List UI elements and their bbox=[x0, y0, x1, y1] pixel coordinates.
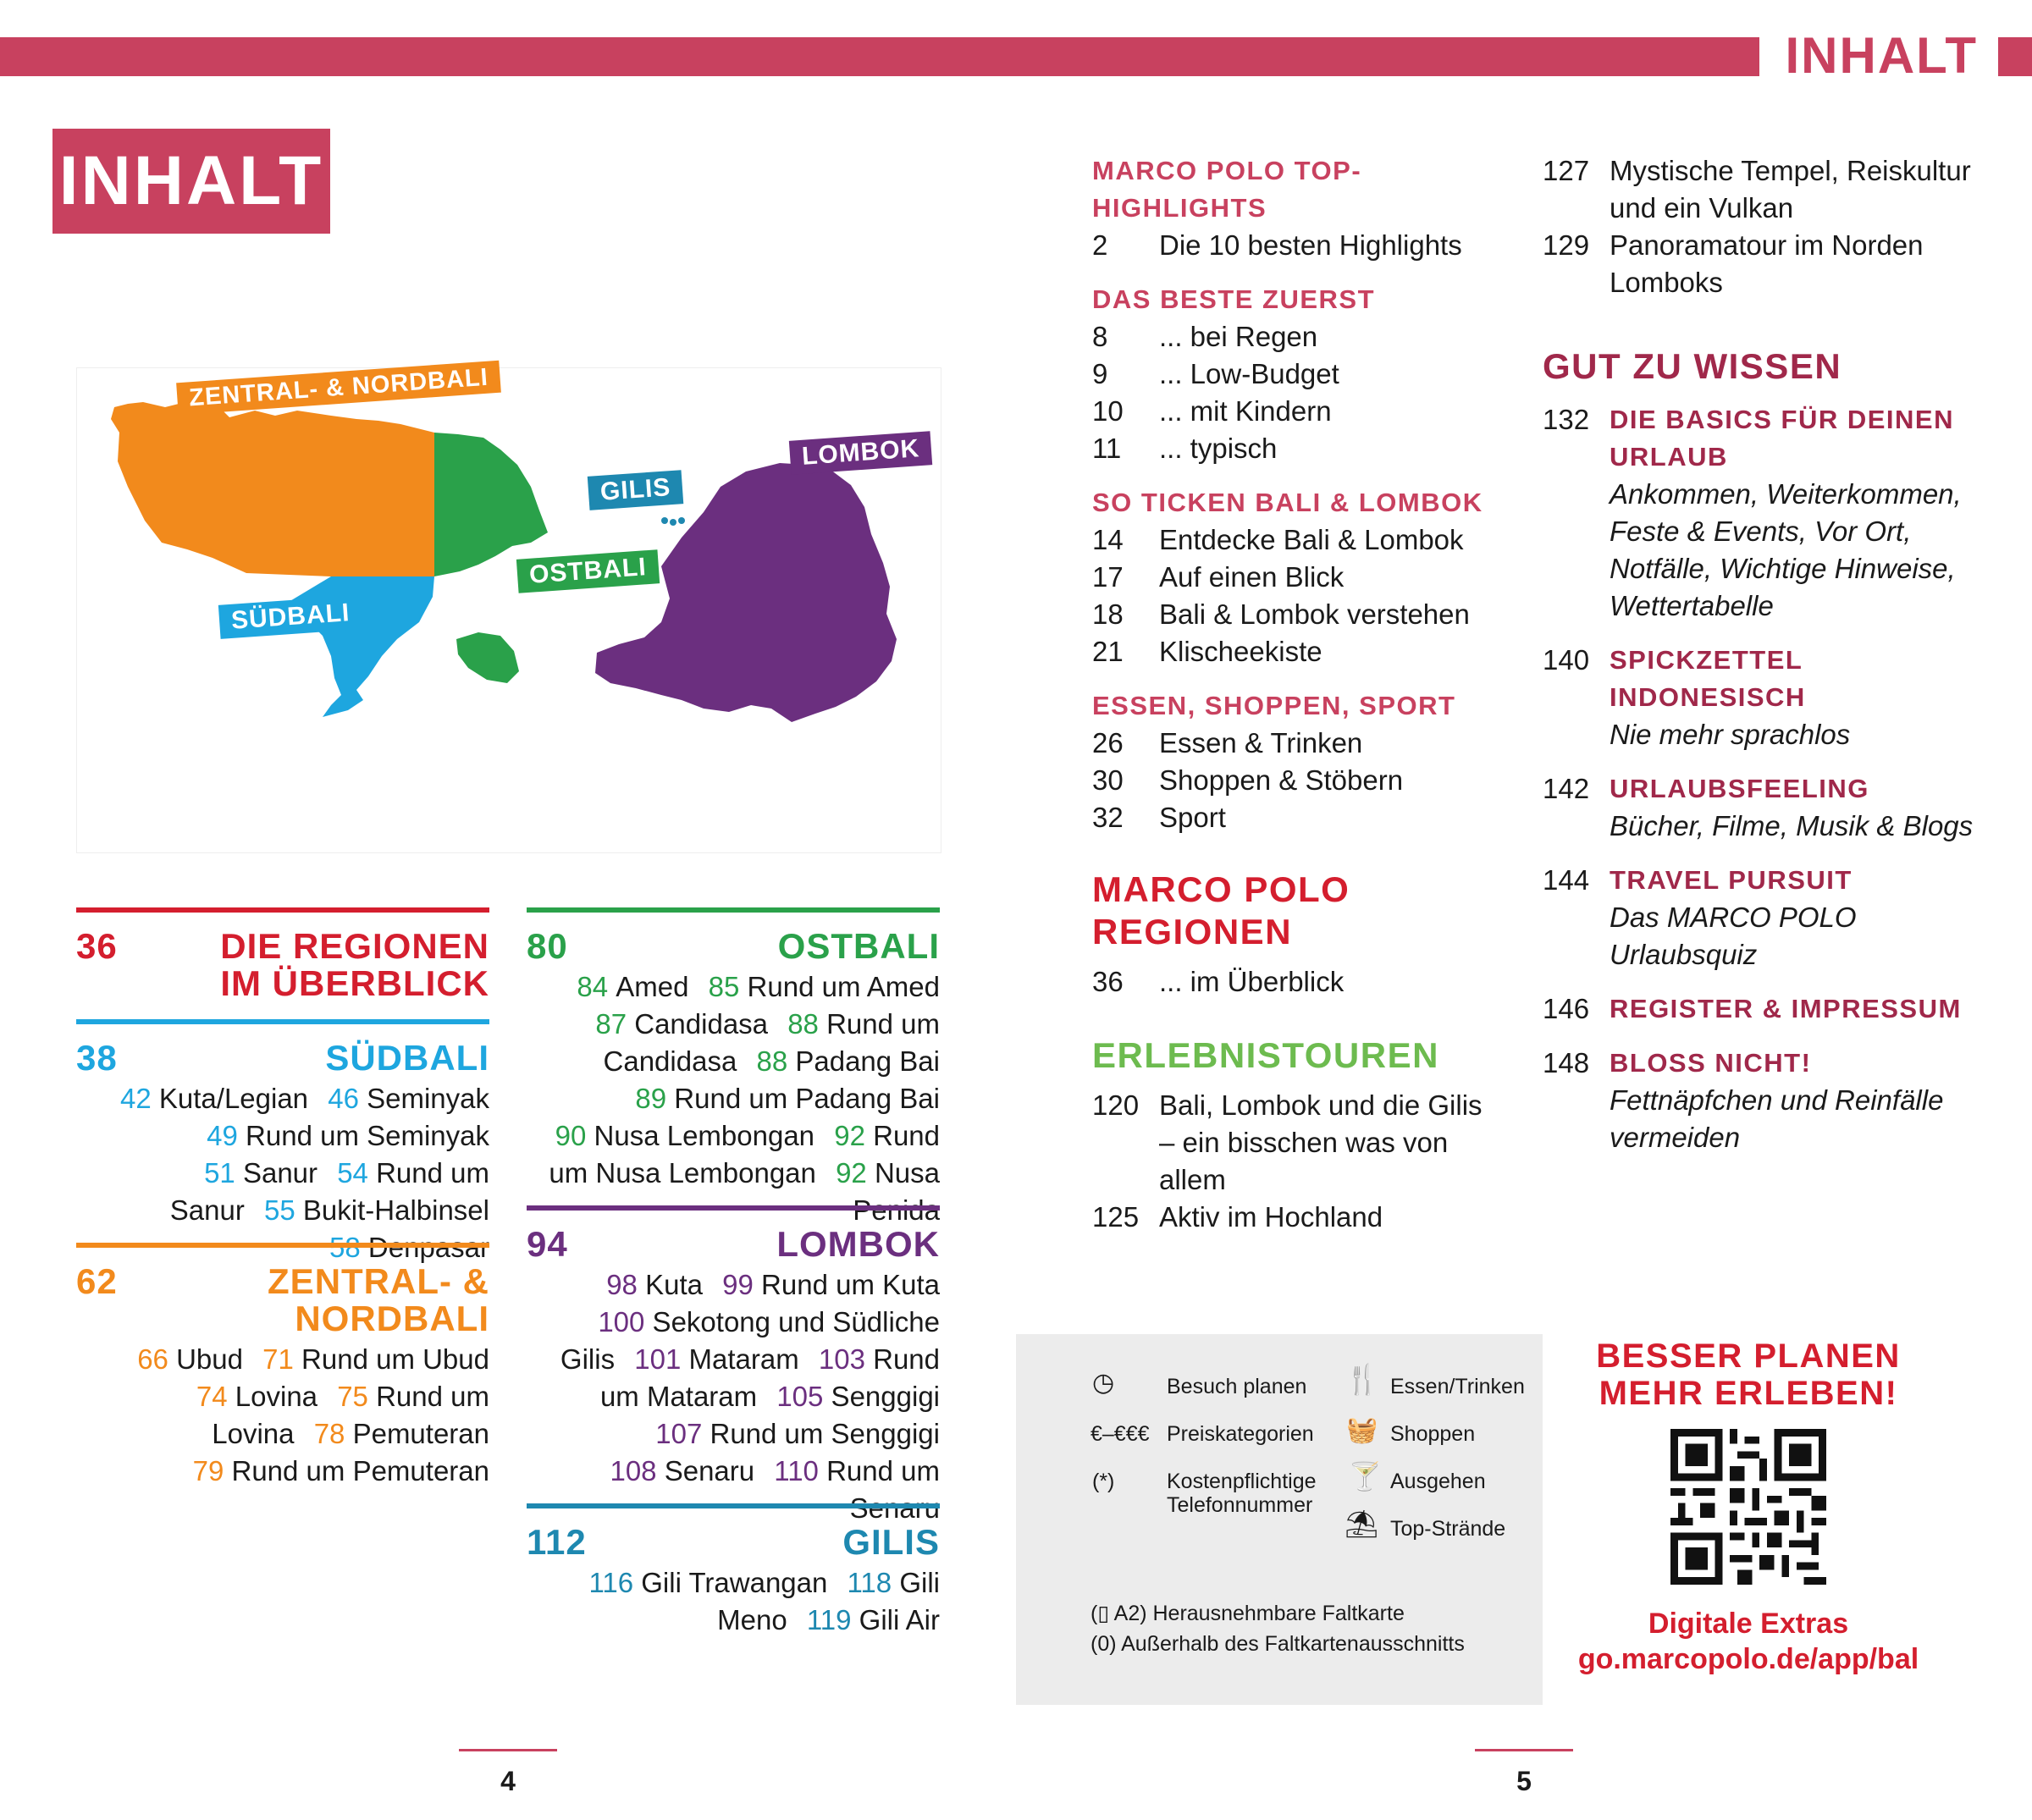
region-name: GILIS bbox=[842, 1522, 940, 1562]
top-bar bbox=[0, 37, 2032, 76]
legend-essen: Essen/Trinken bbox=[1390, 1375, 1525, 1398]
gut-entry[interactable] bbox=[1543, 862, 1974, 973]
toc-entry-page: 9 bbox=[1092, 358, 1108, 389]
toc-entry-page: 120 bbox=[1092, 1089, 1140, 1121]
region-entry-title[interactable]: Padang Bai bbox=[787, 1045, 940, 1077]
legend-shoppen: Shoppen bbox=[1390, 1422, 1476, 1446]
region-entry-title[interactable]: Rund um Senggigi bbox=[702, 1418, 940, 1449]
toc-entry-page: 17 bbox=[1092, 561, 1124, 593]
region-entry-page[interactable]: 71 bbox=[262, 1343, 294, 1375]
region-entry-page[interactable]: 103 bbox=[818, 1343, 865, 1375]
page-number-rule-right bbox=[1475, 1749, 1573, 1751]
toc-heading-touren: ERLEBNISTOUREN bbox=[1092, 1035, 1439, 1075]
map-label-zentral: ZENTRAL- & NORDBALI bbox=[176, 361, 501, 416]
region-entry-page[interactable]: 42 bbox=[120, 1083, 152, 1114]
region-entry-page[interactable]: 51 bbox=[204, 1157, 235, 1189]
region-entry-title[interactable]: Rund um Kuta bbox=[753, 1269, 940, 1300]
region-entry-page[interactable]: 75 bbox=[337, 1381, 368, 1412]
legend-ausgehen: Ausgehen bbox=[1390, 1470, 1486, 1493]
region-name: SÜDBALI bbox=[325, 1038, 489, 1078]
region-page-number: 80 bbox=[527, 926, 568, 966]
map-label-gilis: GILIS bbox=[588, 470, 684, 510]
region-block-zentral[interactable] bbox=[76, 1243, 489, 1490]
region-entries-gilis bbox=[527, 1564, 940, 1639]
gut-entry-heading: DIE BASICS FÜR DEINEN URLAUB bbox=[1610, 405, 1954, 472]
toc-entry-page: 8 bbox=[1092, 321, 1108, 352]
gut-entry-page: 146 bbox=[1543, 993, 1590, 1024]
map-ostbali-region bbox=[434, 433, 548, 576]
toc-entry-page: 32 bbox=[1092, 802, 1124, 833]
header-label: INHALT bbox=[1759, 25, 1998, 86]
region-entry-page[interactable]: 89 bbox=[635, 1083, 667, 1114]
region-entry-title[interactable]: Rund um Candidasa bbox=[603, 1008, 940, 1077]
gut-entry-heading: REGISTER & IMPRESSUM bbox=[1610, 994, 1962, 1023]
toc-entry-page: 2 bbox=[1092, 229, 1108, 261]
gut-entry-page: 140 bbox=[1543, 644, 1590, 676]
legend-ausserhalb: (0) Außerhalb des Faltkartenausschnitts bbox=[1091, 1632, 1465, 1656]
region-entry-page[interactable]: 54 bbox=[337, 1157, 368, 1189]
gut-entry-heading: SPICKZETTEL INDONESISCH bbox=[1610, 645, 1806, 712]
toc-entry-page: 36 bbox=[1092, 966, 1124, 997]
calendar-icon: ◷ bbox=[1092, 1369, 1115, 1397]
toc-entry-title: Aktiv im Hochland bbox=[1159, 1201, 1383, 1233]
toc-entry-page: 30 bbox=[1092, 764, 1124, 796]
region-entry-page[interactable]: 107 bbox=[655, 1418, 703, 1449]
qr-code[interactable] bbox=[1670, 1429, 1826, 1585]
region-entry-page[interactable]: 98 bbox=[606, 1269, 638, 1300]
gut-entry-subtitle: Fettnäpfchen und Reinfälle vermeiden bbox=[1610, 1084, 1944, 1153]
toc-entry-page: 26 bbox=[1092, 727, 1124, 758]
toc-entry-page: 14 bbox=[1092, 524, 1124, 555]
region-entry-page[interactable]: 99 bbox=[722, 1269, 754, 1300]
page-title: INHALT bbox=[52, 129, 330, 234]
promo-url[interactable]: go.marcopolo.de/app/bal bbox=[1577, 1643, 1919, 1675]
legend-preis: Preiskategorien bbox=[1167, 1422, 1314, 1446]
gut-entry-page: 132 bbox=[1543, 404, 1590, 435]
toc-heading-regionen: MARCO POLO REGIONEN bbox=[1092, 869, 1350, 951]
gut-entry[interactable] bbox=[1543, 990, 1974, 1028]
toc-entry-title: Bali & Lombok verstehen bbox=[1159, 598, 1470, 630]
region-entry-title[interactable]: Rund um Sanur bbox=[169, 1157, 489, 1226]
region-page-number: 36 bbox=[76, 926, 118, 966]
region-entry-title[interactable]: Lovina bbox=[227, 1381, 318, 1412]
toc-entry[interactable] bbox=[1092, 521, 1532, 559]
region-entry-page[interactable]: 116 bbox=[588, 1567, 634, 1598]
toc-heading-zuerst: DAS BESTE ZUERST bbox=[1092, 284, 1376, 314]
region-entries-zentral bbox=[76, 1341, 489, 1490]
map-gili-2 bbox=[670, 519, 676, 526]
legend-preis-symbol: €–€€€ bbox=[1091, 1422, 1150, 1446]
region-entry-title[interactable]: Gili Air bbox=[851, 1604, 940, 1635]
region-entry-page[interactable]: 90 bbox=[555, 1120, 587, 1151]
gut-entry-subtitle: Das MARCO POLO Urlaubsquiz bbox=[1610, 902, 1857, 970]
toc-entry[interactable] bbox=[1092, 633, 1532, 670]
region-bar bbox=[527, 1503, 940, 1508]
gut-entry[interactable] bbox=[1543, 1045, 1974, 1156]
toc-list-touren-continued bbox=[1543, 152, 1974, 301]
toc-column bbox=[1092, 152, 1532, 1236]
region-map bbox=[76, 363, 941, 853]
toc-entry-title: Shoppen & Stöbern bbox=[1159, 764, 1404, 796]
toc-heading-highlights: MARCO POLO TOP-HIGHLIGHTS bbox=[1092, 156, 1362, 223]
region-entry-title[interactable]: Pemuteran bbox=[345, 1418, 489, 1449]
region-entry-title[interactable]: Nusa bbox=[874, 1157, 940, 1189]
gut-entry-subtitle: Ankommen, Weiterkommen, Feste & Events, Vor Ort, Notfälle, Wichtige Hinweise, Wettertabelle bbox=[1610, 478, 1962, 621]
region-entry-title[interactable]: Seminyak bbox=[358, 1083, 489, 1114]
map-gili-1 bbox=[661, 517, 668, 524]
region-entry-title[interactable]: Kuta/Legian bbox=[151, 1083, 309, 1114]
region-block-overview[interactable] bbox=[76, 907, 489, 1002]
region-entry-title[interactable]: Amed bbox=[608, 971, 689, 1002]
map-zentral-region bbox=[111, 402, 434, 576]
gut-entry-heading: TRAVEL PURSUIT bbox=[1610, 865, 1853, 895]
gut-list bbox=[1543, 401, 1974, 1156]
toc-entry-page: 10 bbox=[1092, 395, 1124, 427]
gut-entry[interactable] bbox=[1543, 401, 1974, 625]
region-entry-page[interactable]: 108 bbox=[610, 1455, 657, 1486]
toc-heading-ticken: SO TICKEN BALI & LOMBOK bbox=[1092, 488, 1483, 517]
gut-entry-subtitle: Bücher, Filme, Musik & Blogs bbox=[1610, 810, 1974, 841]
toc-entry-title: Panoramatour im Norden Lomboks bbox=[1610, 229, 1924, 298]
region-entry-page[interactable]: 92 bbox=[834, 1120, 865, 1151]
region-block-gilis[interactable] bbox=[527, 1503, 940, 1639]
region-entry-title[interactable]: Rund um bbox=[826, 1455, 940, 1486]
shopping-basket-icon: 🧺 bbox=[1346, 1416, 1378, 1444]
region-name: DIE REGIONEN IM ÜBERBLICK bbox=[220, 926, 489, 1003]
region-entries-suedbali bbox=[76, 1080, 489, 1266]
page-number-left: 4 bbox=[500, 1766, 516, 1796]
toc-entry-title: Klischeekiste bbox=[1159, 636, 1322, 667]
toc-entry[interactable] bbox=[1092, 762, 1532, 799]
region-entry-title[interactable]: Ubud bbox=[168, 1343, 243, 1375]
map-nusa-penida bbox=[456, 632, 519, 683]
region-entry-page[interactable]: 78 bbox=[313, 1418, 345, 1449]
region-page-number: 62 bbox=[76, 1261, 118, 1301]
region-entry-page[interactable]: 79 bbox=[192, 1455, 224, 1486]
region-block-lombok[interactable] bbox=[527, 1205, 940, 1527]
toc-entry[interactable] bbox=[1092, 799, 1532, 836]
toc-column-right bbox=[1543, 152, 1974, 1156]
toc-list-highlights bbox=[1092, 227, 1532, 264]
toc-entry-title: Essen & Trinken bbox=[1159, 727, 1363, 758]
region-entry-title[interactable]: Rund um Amed bbox=[739, 971, 940, 1002]
region-entries-ostbali bbox=[527, 968, 940, 1229]
region-entry-page[interactable]: 105 bbox=[776, 1381, 824, 1412]
promo-box bbox=[1566, 1337, 1930, 1677]
region-entry-title[interactable]: Rund um Nusa Lembongan bbox=[549, 1120, 940, 1189]
map-label-suedbali: SÜDBALI bbox=[218, 595, 363, 638]
toc-entry[interactable] bbox=[1543, 227, 1974, 301]
gut-entry-page: 144 bbox=[1543, 864, 1590, 896]
promo-extras: Digitale Extras bbox=[1648, 1608, 1849, 1640]
gut-entry-page: 148 bbox=[1543, 1047, 1590, 1078]
toc-entry[interactable] bbox=[1092, 393, 1532, 430]
region-block-ostbali[interactable] bbox=[527, 907, 940, 1229]
region-entry-page[interactable]: 85 bbox=[708, 971, 740, 1002]
region-entry-page[interactable]: 87 bbox=[595, 1008, 627, 1040]
toc-entry-title: Sport bbox=[1159, 802, 1226, 833]
cocktail-glass-icon: 🍸 bbox=[1348, 1461, 1382, 1492]
toc-entry[interactable] bbox=[1092, 596, 1532, 633]
toc-entry[interactable] bbox=[1092, 1087, 1499, 1199]
region-entry-page[interactable]: 84 bbox=[577, 971, 609, 1002]
toc-entry[interactable] bbox=[1092, 430, 1532, 467]
page-number-rule-left bbox=[459, 1749, 557, 1751]
region-entries-lombok bbox=[527, 1266, 940, 1527]
gut-entry[interactable] bbox=[1543, 642, 1974, 753]
legend-faltkarte: (▯ A2) Herausnehmbare Faltkarte bbox=[1091, 1602, 1405, 1625]
legend-kosten: Kostenpflichtige Telefonnummer bbox=[1167, 1470, 1317, 1517]
legend-straende: Top-Strände bbox=[1390, 1517, 1506, 1541]
region-block-suedbali[interactable] bbox=[76, 1019, 489, 1266]
region-entry-page[interactable]: 46 bbox=[328, 1083, 359, 1114]
gut-entry-heading: BLOSS NICHT! bbox=[1610, 1048, 1812, 1078]
region-page-number: 94 bbox=[527, 1224, 568, 1264]
region-page-number: 38 bbox=[76, 1038, 118, 1078]
toc-entry-title: Entdecke Bali & Lombok bbox=[1159, 524, 1464, 555]
region-entry-title[interactable]: Candidasa bbox=[627, 1008, 769, 1040]
gut-entry-heading: URLAUBSFEELING bbox=[1610, 774, 1869, 803]
toc-heading-essen: ESSEN, SHOPPEN, SPORT bbox=[1092, 691, 1456, 720]
toc-list-touren bbox=[1092, 1087, 1499, 1236]
region-name: OSTBALI bbox=[777, 926, 940, 966]
region-entry-title[interactable]: Nusa Lembongan bbox=[586, 1120, 815, 1151]
toc-list-ticken bbox=[1092, 521, 1532, 670]
region-entry-page[interactable]: 119 bbox=[806, 1604, 852, 1635]
toc-entry[interactable] bbox=[1092, 1199, 1499, 1236]
gut-heading: GUT ZU WISSEN bbox=[1543, 346, 1842, 386]
gut-entry-page: 142 bbox=[1543, 773, 1590, 804]
region-entry-page[interactable]: 110 bbox=[774, 1455, 819, 1486]
region-bar bbox=[76, 907, 489, 913]
region-entry-title[interactable]: Rund um Ubud bbox=[293, 1343, 489, 1375]
toc-entry-page: 127 bbox=[1543, 155, 1590, 186]
region-bar bbox=[76, 1019, 489, 1024]
beach-umbrella-icon: ⛱ bbox=[1345, 1508, 1379, 1539]
toc-entry-title: Auf einen Blick bbox=[1159, 561, 1345, 593]
region-entry-page[interactable]: 88 bbox=[756, 1045, 788, 1077]
region-entry-title[interactable]: Senaru bbox=[656, 1455, 755, 1486]
toc-entry-title: ... im Überblick bbox=[1159, 966, 1345, 997]
toc-list-essen bbox=[1092, 725, 1532, 836]
page-number-right: 5 bbox=[1516, 1766, 1532, 1796]
region-entry-page[interactable]: 66 bbox=[137, 1343, 168, 1375]
region-entry-title[interactable]: Gili Meno bbox=[717, 1567, 940, 1635]
toc-entry-title: Die 10 besten Highlights bbox=[1159, 229, 1462, 261]
toc-entry[interactable] bbox=[1092, 963, 1532, 1001]
legend-box bbox=[1016, 1334, 1543, 1705]
region-entry-page[interactable]: 55 bbox=[264, 1194, 295, 1226]
toc-entry-title: ... bei Regen bbox=[1159, 321, 1318, 352]
region-entry-page[interactable]: 92 bbox=[836, 1157, 867, 1189]
toc-entry-title: ... mit Kindern bbox=[1159, 395, 1332, 427]
map-label-ostbali: OSTBALI bbox=[516, 549, 660, 593]
region-bar bbox=[527, 1205, 940, 1211]
region-entry-title[interactable]: Rund um Pemuteran bbox=[224, 1455, 489, 1486]
map-label-lombok: LOMBOK bbox=[789, 431, 933, 474]
legend-besuch: Besuch planen bbox=[1167, 1375, 1307, 1398]
region-entry-title[interactable]: Sekotong und Südliche Gilis bbox=[560, 1306, 940, 1375]
toc-entry-page: 129 bbox=[1543, 229, 1590, 261]
region-bar bbox=[76, 1243, 489, 1248]
map-suedbali-region bbox=[289, 576, 434, 717]
toc-entry-title: ... Low-Budget bbox=[1159, 358, 1339, 389]
region-entry-page[interactable]: 100 bbox=[598, 1306, 645, 1337]
fork-knife-icon: 🍴 bbox=[1345, 1364, 1381, 1396]
gut-entry[interactable] bbox=[1543, 770, 1974, 845]
toc-entry-page: 18 bbox=[1092, 598, 1124, 630]
region-entry-title[interactable]: Bukit-Halbinsel bbox=[295, 1194, 489, 1226]
toc-entry-title: Bali, Lombok und die Gilis – ein bisschen was von allem bbox=[1159, 1089, 1483, 1195]
promo-line1: BESSER PLANEN bbox=[1596, 1337, 1901, 1375]
region-entry-title[interactable]: Rund um Lovina bbox=[212, 1381, 489, 1449]
region-entry-title[interactable]: Mataram bbox=[681, 1343, 799, 1375]
toc-entry[interactable] bbox=[1092, 227, 1532, 264]
region-entry-page[interactable]: 118 bbox=[847, 1567, 892, 1598]
region-entry-title[interactable]: Gili Trawangan bbox=[633, 1567, 828, 1598]
legend-kosten-symbol: (*) bbox=[1092, 1470, 1115, 1493]
region-entry-title[interactable]: Senggigi bbox=[823, 1381, 940, 1412]
region-bar bbox=[527, 907, 940, 913]
region-entry-title[interactable]: Rund um Seminyak bbox=[237, 1120, 489, 1151]
region-entry-title[interactable]: Rund um Mataram bbox=[599, 1343, 940, 1412]
toc-entry-page: 21 bbox=[1092, 636, 1124, 667]
region-entry-page[interactable]: 88 bbox=[787, 1008, 819, 1040]
region-entry-page[interactable]: 49 bbox=[207, 1120, 238, 1151]
toc-entry[interactable] bbox=[1543, 152, 1974, 227]
toc-entry[interactable] bbox=[1092, 559, 1532, 596]
toc-entry[interactable] bbox=[1092, 356, 1532, 393]
toc-entry-page: 125 bbox=[1092, 1201, 1140, 1233]
toc-list-zuerst bbox=[1092, 318, 1532, 467]
toc-entry-title: Mystische Tempel, Reiskultur und ein Vulkan bbox=[1610, 155, 1971, 223]
region-entry-title[interactable]: Rund um Padang Bai bbox=[666, 1083, 940, 1114]
region-entry-title[interactable]: Sanur bbox=[235, 1157, 318, 1189]
promo-line2: MEHR ERLEBEN! bbox=[1599, 1375, 1898, 1412]
region-entry-page[interactable]: 74 bbox=[196, 1381, 228, 1412]
toc-entry[interactable] bbox=[1092, 725, 1532, 762]
map-gili-3 bbox=[678, 517, 685, 524]
toc-entry-title: ... typisch bbox=[1159, 433, 1278, 464]
region-name: LOMBOK bbox=[776, 1224, 940, 1264]
gut-entry-subtitle: Nie mehr sprachlos bbox=[1610, 719, 1851, 750]
region-entry-page[interactable]: 101 bbox=[634, 1343, 682, 1375]
toc-entry[interactable] bbox=[1092, 318, 1532, 356]
toc-entry-page: 11 bbox=[1092, 433, 1122, 464]
region-page-number: 112 bbox=[527, 1522, 587, 1562]
region-entry-title[interactable]: Kuta bbox=[637, 1269, 703, 1300]
region-name: ZENTRAL- & NORDBALI bbox=[268, 1261, 489, 1338]
toc-list-regionen bbox=[1092, 963, 1532, 1001]
